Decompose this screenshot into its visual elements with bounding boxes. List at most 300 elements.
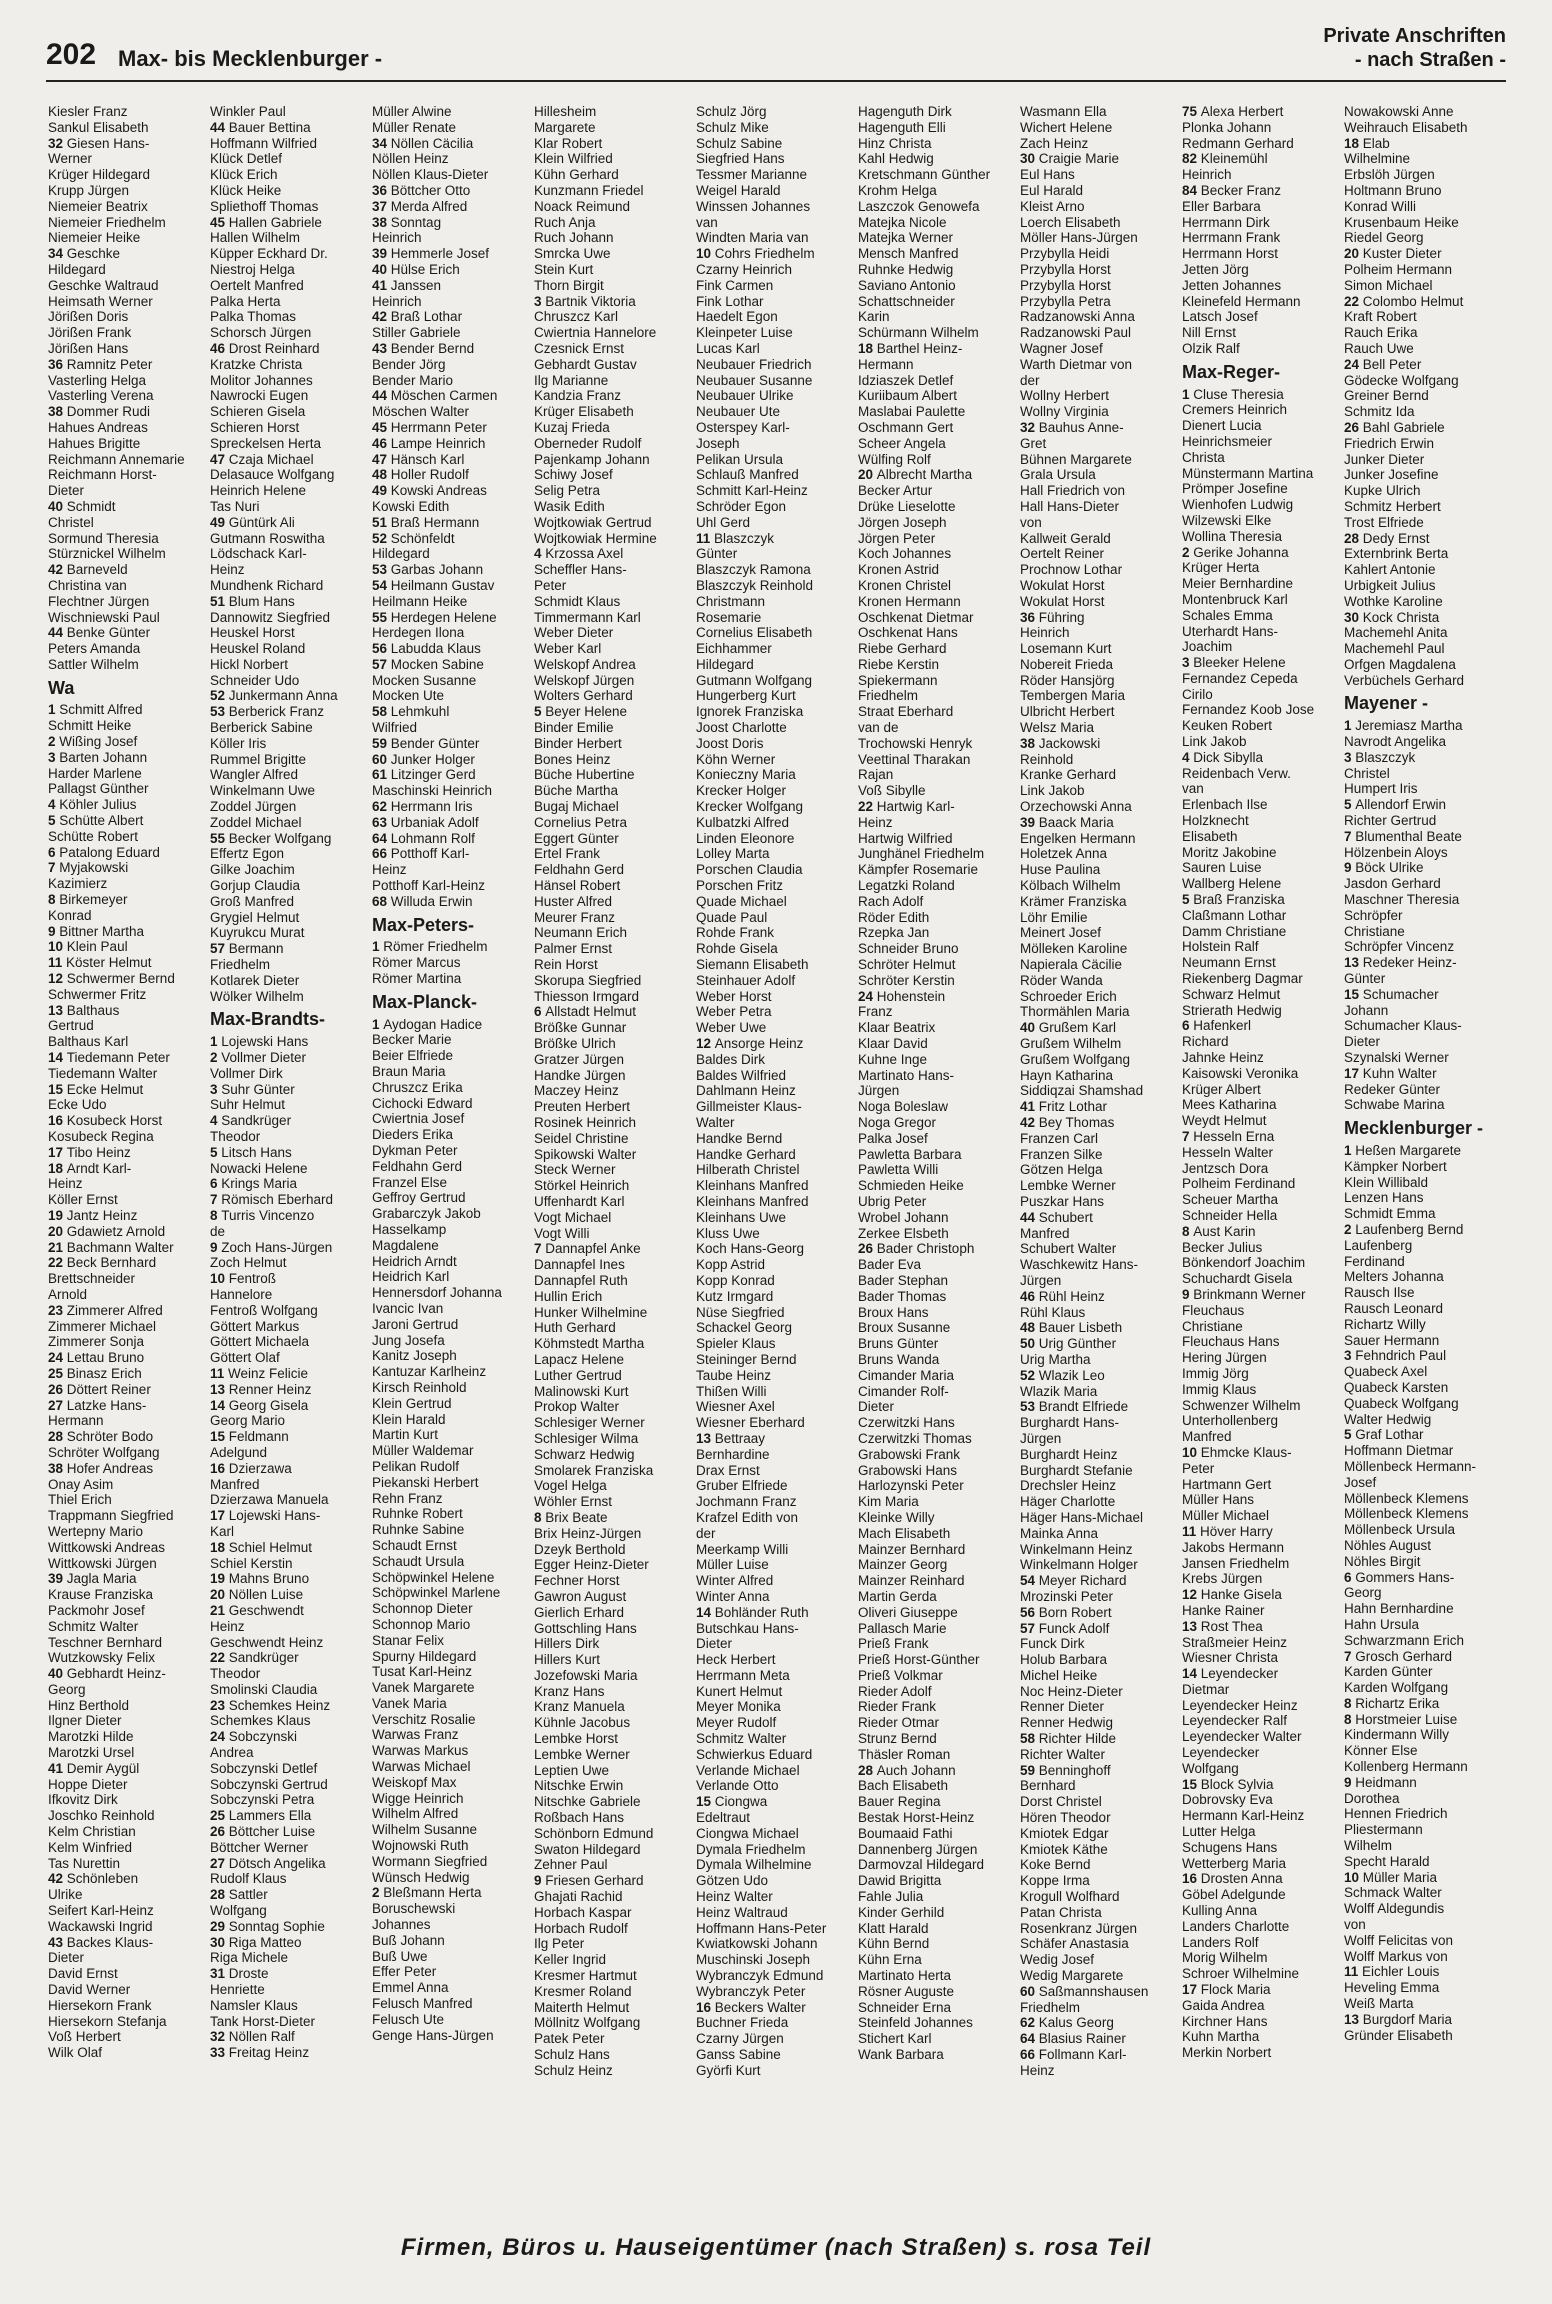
resident-entry <box>696 878 852 894</box>
resident-entry <box>48 1192 204 1208</box>
resident-name: Heilmann Heike <box>372 593 468 609</box>
resident-entry <box>210 1255 366 1271</box>
resident-name: Potthoff Karl- <box>390 846 470 862</box>
house-number: 55 <box>210 830 229 846</box>
resident-entry <box>858 388 1014 404</box>
resident-entry <box>48 766 204 782</box>
resident-entry <box>372 309 528 325</box>
resident-entry <box>1344 1933 1500 1949</box>
resident-entry <box>858 1052 1014 1068</box>
resident-name: Lampe Heinrich <box>390 435 486 451</box>
resident-name: Allstadt Helmut <box>545 1004 637 1020</box>
resident-entry <box>210 831 366 847</box>
resident-entry <box>534 1589 690 1605</box>
resident-name: Neubauer Susanne <box>696 372 813 388</box>
resident-name: Drax Ernst <box>696 1462 760 1478</box>
resident-name: Vogt Michael <box>534 1209 612 1225</box>
resident-entry <box>48 813 204 829</box>
resident-name: Rausch Leonard <box>1344 1300 1444 1316</box>
resident-name: Blaszczyk <box>714 530 775 546</box>
resident-entry <box>534 1447 690 1463</box>
resident-entry <box>696 862 852 878</box>
resident-entry <box>534 1794 690 1810</box>
resident-entry <box>210 720 366 736</box>
resident-entry <box>372 1032 528 1048</box>
resident-name: Reinhold <box>1020 751 1074 767</box>
house-number: 48 <box>1020 1320 1039 1336</box>
resident-name: Gottschling Hans <box>534 1620 637 1636</box>
resident-name: Turris Vincenzo <box>221 1207 315 1223</box>
resident-name: Weber Dieter <box>534 625 614 641</box>
resident-name: Suhr Helmut <box>210 1097 286 1113</box>
resident-name: Kühn Bernd <box>858 1936 930 1952</box>
resident-name: Bohländer Ruth <box>714 1604 809 1620</box>
resident-entry <box>1344 1143 1500 1159</box>
resident-name: Schröter Helmut <box>858 957 956 973</box>
house-number: 52 <box>210 688 229 704</box>
resident-entry <box>1182 1018 1338 1034</box>
resident-name: Gorjup Claudia <box>210 878 301 894</box>
resident-entry <box>858 1763 1014 1779</box>
resident-name: Palka Josef <box>858 1130 928 1146</box>
resident-name: Emmel Anna <box>372 1980 449 1996</box>
resident-name: Piekanski Herbert <box>372 1474 479 1490</box>
resident-entry <box>372 1664 528 1680</box>
resident-entry <box>1344 515 1500 531</box>
resident-entry <box>858 1542 1014 1558</box>
house-number: 56 <box>372 641 391 657</box>
resident-entry <box>1182 545 1338 561</box>
resident-entry <box>534 989 690 1005</box>
resident-name: Schneider Erna <box>858 1999 952 2015</box>
resident-entry <box>1020 1889 1176 1905</box>
resident-name: Schönfeldt <box>390 530 455 546</box>
resident-name: Eul Hans <box>1020 167 1075 183</box>
resident-name: Schmidt <box>66 498 116 514</box>
resident-entry <box>1182 592 1338 608</box>
resident-name: Hannelore <box>210 1286 273 1302</box>
resident-name: Hungerberg Kurt <box>696 688 796 704</box>
resident-name: Craigie Marie <box>1038 151 1120 167</box>
resident-entry <box>534 2015 690 2031</box>
resident-name: Birkemeyer <box>59 892 128 908</box>
resident-name: Mocken Ute <box>372 688 445 704</box>
resident-entry <box>534 499 690 515</box>
resident-name: Schmieden Heike <box>858 1178 964 1194</box>
resident-name: Ifkovitz Dirk <box>48 1792 118 1808</box>
resident-name: Schönborn Edmund <box>534 1825 654 1841</box>
resident-name: Kirsch Reinhold <box>372 1379 467 1395</box>
resident-name: Oliveri Giuseppe <box>858 1604 958 1620</box>
resident-name: Brettschneider <box>48 1271 136 1287</box>
resident-name: Rohde Frank <box>696 925 775 941</box>
resident-name: Czerwitzki Thomas <box>858 1430 972 1446</box>
resident-entry <box>48 1508 204 1524</box>
resident-name: Möllenbeck Klemens <box>1344 1506 1469 1522</box>
resident-name: Martinato Herta <box>858 1968 952 1984</box>
resident-name: Cimander Rolf- <box>858 1383 949 1399</box>
resident-entry <box>696 1147 852 1163</box>
resident-entry <box>1344 1538 1500 1554</box>
resident-entry <box>1344 1333 1500 1349</box>
resident-name: Machemehl Anita <box>1344 625 1448 641</box>
resident-name: Ruhnke Robert <box>372 1506 463 1522</box>
resident-entry <box>210 499 366 515</box>
street-heading: Mayener - <box>1344 693 1429 714</box>
house-number: 18 <box>48 1160 67 1176</box>
resident-entry <box>858 1573 1014 1589</box>
resident-name: Ilg Peter <box>534 1936 585 1952</box>
resident-name: Steinfeld Johannes <box>858 2015 973 2031</box>
resident-entry <box>1182 1145 1338 1161</box>
resident-entry <box>1182 576 1338 592</box>
resident-entry <box>1020 1526 1176 1542</box>
resident-name: Becker Franz <box>1200 182 1282 198</box>
resident-name: Schütte Albert <box>59 813 144 829</box>
house-number: 45 <box>210 214 229 230</box>
house-number: 26 <box>48 1381 67 1397</box>
resident-name: Schattschneider <box>858 293 955 309</box>
resident-name: Schneider Bruno <box>858 941 959 957</box>
resident-name: Schemkes Heinz <box>228 1697 331 1713</box>
house-number: 28 <box>1344 530 1363 546</box>
house-number: 17 <box>1182 1982 1201 1998</box>
resident-entry <box>210 1556 366 1572</box>
resident-entry <box>534 1320 690 1336</box>
house-number: 11 <box>210 1365 229 1381</box>
resident-name: Ubrig Peter <box>858 1193 927 1209</box>
resident-entry <box>534 1036 690 1052</box>
resident-name: Peter <box>1182 1460 1215 1476</box>
resident-name: Timmermann Karl <box>534 609 641 625</box>
resident-name: Hennen Friedrich <box>1344 1806 1448 1822</box>
resident-name: Blum Hans <box>228 593 295 609</box>
resident-entry <box>372 1317 528 1333</box>
resident-name: Demir Aygül <box>66 1760 140 1776</box>
resident-entry <box>48 1145 204 1161</box>
resident-entry <box>210 578 366 594</box>
resident-name: Heßen Margarete <box>1355 1143 1462 1158</box>
resident-name: Taube Heinz <box>696 1367 772 1383</box>
resident-name: Ghajati Rachid <box>534 1889 623 1905</box>
resident-name: Oertelt Reiner <box>1020 546 1105 562</box>
resident-name: Wiesner Eberhard <box>696 1415 805 1431</box>
resident-entry <box>858 1984 1014 2000</box>
resident-entry <box>1344 673 1500 689</box>
resident-name: Baldes Wilfried <box>696 1067 787 1083</box>
resident-entry <box>1344 1285 1500 1301</box>
resident-name: Christel <box>48 514 94 530</box>
resident-name: Polheim Ferdinand <box>1182 1176 1296 1192</box>
resident-entry <box>372 1269 528 1285</box>
resident-entry <box>534 1131 690 1147</box>
resident-name: Fentroß <box>228 1271 277 1287</box>
resident-name: Kosubeck Regina <box>48 1129 154 1144</box>
resident-entry <box>1344 939 1500 955</box>
resident-entry <box>534 294 690 310</box>
resident-entry <box>210 799 366 815</box>
resident-entry <box>372 1064 528 1080</box>
resident-name: Rehn Franz <box>372 1490 443 1506</box>
house-number: 58 <box>1020 1731 1039 1747</box>
resident-name: Backes Klaus- <box>66 1934 154 1950</box>
house-number: 57 <box>210 941 229 957</box>
resident-entry <box>696 1099 852 1115</box>
resident-entry <box>48 341 204 357</box>
resident-entry <box>1182 1097 1338 1113</box>
resident-entry <box>1182 1413 1338 1429</box>
resident-entry <box>48 1271 204 1287</box>
resident-entry <box>1344 1301 1500 1317</box>
resident-entry <box>1182 1382 1338 1398</box>
resident-name: Riebe Gerhard <box>858 641 947 657</box>
resident-name: Weiskopf Max <box>372 1774 457 1790</box>
resident-name: Konieczny Maria <box>696 767 796 783</box>
resident-name: Mrozinski Peter <box>1020 1588 1114 1604</box>
resident-name: Huse Paulina <box>1020 862 1101 878</box>
resident-entry <box>1020 625 1176 641</box>
resident-name: Braun Maria <box>372 1064 446 1080</box>
resident-name: Göbel Adelgunde <box>1182 1887 1286 1903</box>
resident-name: Holub Barbara <box>1020 1652 1108 1668</box>
resident-name: Kresmer Hartmut <box>534 1968 637 1984</box>
resident-name: Hullin Erich <box>534 1288 603 1304</box>
resident-name: Nowacki Helene <box>210 1160 308 1176</box>
resident-name: Kluss Uwe <box>696 1225 760 1241</box>
resident-name: Albrecht Martha <box>876 467 973 483</box>
resident-name: Römer Marcus <box>372 955 461 971</box>
resident-entry <box>696 657 852 673</box>
resident-entry <box>372 262 528 278</box>
resident-name: Steininger Bernd <box>696 1351 797 1367</box>
resident-entry <box>696 1494 852 1510</box>
resident-name: Binasz Erich <box>66 1365 142 1381</box>
resident-entry <box>210 1366 366 1382</box>
resident-name: Dieter <box>1344 1034 1381 1050</box>
resident-name: Buß Johann <box>372 1932 445 1948</box>
resident-name: Martin Kurt <box>372 1427 439 1443</box>
resident-name: Krogull Wolfhard <box>1020 1889 1120 1905</box>
resident-name: Weiß Marta <box>1344 1996 1414 2012</box>
resident-entry <box>534 1083 690 1099</box>
resident-name: Molitor Johannes <box>210 372 313 388</box>
resident-name: Oertelt Manfred <box>210 277 304 293</box>
resident-name: Unterhollenberg <box>1182 1413 1279 1429</box>
resident-name: Theodor <box>210 1129 261 1144</box>
resident-entry <box>210 1998 366 2014</box>
resident-entry <box>1344 845 1500 861</box>
resident-name: Kulbatzki Alfred <box>696 814 790 830</box>
house-number: 8 <box>48 892 60 908</box>
resident-entry <box>1182 1619 1338 1635</box>
house-number: 60 <box>372 751 391 767</box>
resident-entry <box>210 2014 366 2030</box>
house-number: 40 <box>372 261 391 277</box>
resident-entry <box>372 167 528 183</box>
resident-name: Wischniewski Paul <box>48 609 160 625</box>
resident-name: Voß Sibylle <box>858 783 926 799</box>
resident-entry <box>1344 1459 1500 1475</box>
resident-entry <box>372 151 528 167</box>
resident-name: Römisch Eberhard <box>221 1192 334 1208</box>
resident-name: Kahl Hedwig <box>858 151 934 167</box>
resident-entry <box>534 104 690 120</box>
resident-name: Rauch Erika <box>1344 325 1418 341</box>
house-number: 53 <box>1020 1399 1039 1415</box>
resident-name: Fink Carmen <box>696 277 774 293</box>
resident-entry <box>1020 452 1176 468</box>
resident-entry <box>1182 325 1338 341</box>
resident-entry <box>1020 1778 1176 1794</box>
resident-name: Wilk Olaf <box>48 2045 102 2061</box>
resident-entry <box>696 799 852 815</box>
resident-name: Hartwig Wilfried <box>858 830 953 846</box>
resident-entry <box>1020 1857 1176 1873</box>
house-number: 11 <box>1182 1523 1201 1539</box>
resident-name: Sauer Hermann <box>1344 1332 1440 1348</box>
resident-entry <box>696 2047 852 2063</box>
resident-name: Zoch Hans-Jürgen <box>221 1239 333 1255</box>
resident-entry <box>1344 1254 1500 1270</box>
resident-entry <box>1020 562 1176 578</box>
resident-entry <box>696 1589 852 1605</box>
resident-name: Junker Josefine <box>1344 467 1439 483</box>
resident-name: Lojewski Hans <box>221 1034 309 1050</box>
resident-entry <box>372 2028 528 2044</box>
resident-name: Urbaniak Adolf <box>390 814 479 830</box>
directory-column <box>534 104 690 2204</box>
resident-name: Kock Christa <box>1362 609 1440 625</box>
resident-entry <box>210 1950 366 1966</box>
resident-entry <box>1020 1020 1176 1036</box>
resident-entry <box>48 515 204 531</box>
resident-entry <box>48 499 204 515</box>
house-number: 27 <box>48 1397 67 1413</box>
resident-name: Walter Hedwig <box>1344 1411 1432 1427</box>
resident-name: Jasdon Gerhard <box>1344 876 1441 892</box>
resident-entry <box>48 1176 204 1192</box>
resident-entry <box>48 1871 204 1887</box>
resident-name: Störkel Heinrich <box>534 1178 630 1194</box>
resident-entry <box>1020 215 1176 231</box>
resident-name: Onay Asim <box>48 1476 114 1492</box>
resident-entry <box>858 894 1014 910</box>
resident-entry <box>1020 925 1176 941</box>
resident-name: Dommer Rudi <box>66 404 151 420</box>
resident-name: Willuda Erwin <box>390 893 473 909</box>
resident-name: Franzen Silke <box>1020 1146 1103 1162</box>
resident-name: Riga Matteo <box>228 1934 302 1950</box>
resident-name: Römer Martina <box>372 971 462 987</box>
resident-name: Block Sylvia <box>1200 1776 1274 1792</box>
resident-entry <box>210 1871 366 1887</box>
resident-entry <box>372 1159 528 1175</box>
resident-entry <box>210 594 366 610</box>
resident-entry <box>372 1743 528 1759</box>
house-number: 62 <box>1020 2015 1039 2031</box>
resident-entry <box>534 309 690 325</box>
resident-entry <box>858 783 1014 799</box>
resident-entry <box>210 1587 366 1603</box>
resident-entry <box>534 1115 690 1131</box>
resident-entry <box>858 499 1014 515</box>
resident-name: Follmann Karl- <box>1038 2047 1127 2063</box>
resident-name: Hagenguth Dirk <box>858 104 952 119</box>
resident-entry <box>372 736 528 752</box>
resident-name: Burghardt Stefanie <box>1020 1462 1133 1478</box>
resident-name: Leptien Uwe <box>534 1762 610 1778</box>
resident-name: Siddiqzai Shamshad <box>1020 1083 1144 1099</box>
resident-entry <box>696 1621 852 1637</box>
resident-name: Spliethoff Thomas <box>210 198 319 214</box>
resident-entry <box>696 1605 852 1621</box>
resident-entry <box>48 1461 204 1477</box>
resident-entry <box>858 720 1014 736</box>
resident-name: Kratzke Christa <box>210 356 303 372</box>
resident-entry <box>1020 531 1176 547</box>
resident-name: Patalong Eduard <box>59 844 160 860</box>
resident-name: Ulrike <box>48 1887 83 1903</box>
resident-name: Schlesiger Wilma <box>534 1430 639 1446</box>
resident-name: Georg Mario <box>210 1413 286 1429</box>
resident-entry <box>48 1556 204 1572</box>
resident-name: Henriette <box>210 1982 265 1998</box>
resident-name: Junkermann Anna <box>228 688 338 704</box>
house-number: 15 <box>1344 986 1363 1002</box>
resident-name: Möschen Carmen <box>390 388 498 404</box>
resident-entry <box>1182 1192 1338 1208</box>
resident-entry <box>858 1320 1014 1336</box>
resident-name: Hahues Andreas <box>48 419 148 435</box>
resident-name: Cremers Heinrich <box>1182 402 1288 418</box>
resident-entry <box>858 341 1014 357</box>
resident-entry <box>696 815 852 831</box>
resident-name: Seifert Karl-Heinz <box>48 1903 154 1919</box>
resident-name: Harder Marlene <box>48 765 142 781</box>
resident-name: Günter <box>696 546 738 562</box>
resident-name: Neubauer Friedrich <box>696 356 812 372</box>
resident-entry <box>210 1429 366 1445</box>
resident-entry <box>1182 1556 1338 1572</box>
resident-entry <box>48 104 204 120</box>
resident-entry <box>48 1761 204 1777</box>
resident-entry <box>372 971 528 987</box>
resident-name: Wichert Helene <box>1020 119 1113 135</box>
resident-entry <box>1020 199 1176 215</box>
resident-entry <box>534 1052 690 1068</box>
resident-name: Merkin Norbert <box>1182 2045 1272 2061</box>
resident-name: Leyendecker Ralf <box>1182 1713 1288 1729</box>
resident-entry <box>696 2063 852 2079</box>
resident-name: Wollny Herbert <box>1020 388 1110 404</box>
resident-name: Friedrich Erwin <box>1344 435 1435 451</box>
resident-entry <box>534 515 690 531</box>
house-number: 62 <box>372 799 391 815</box>
resident-name: Grosch Gerhard <box>1355 1648 1453 1664</box>
resident-entry <box>858 1842 1014 1858</box>
house-number: 50 <box>1020 1336 1039 1352</box>
resident-entry <box>1020 2047 1176 2063</box>
resident-name: Benke Günter <box>66 625 151 641</box>
resident-name: Kuhne Inge <box>858 1051 928 1067</box>
resident-name: Beier Elfriede <box>372 1048 454 1064</box>
resident-entry <box>534 1984 690 2000</box>
house-number: 6 <box>534 1004 546 1020</box>
resident-name: Ilgner Dieter <box>48 1713 122 1729</box>
resident-entry <box>1182 246 1338 262</box>
resident-entry <box>372 704 528 720</box>
resident-entry <box>696 1241 852 1257</box>
